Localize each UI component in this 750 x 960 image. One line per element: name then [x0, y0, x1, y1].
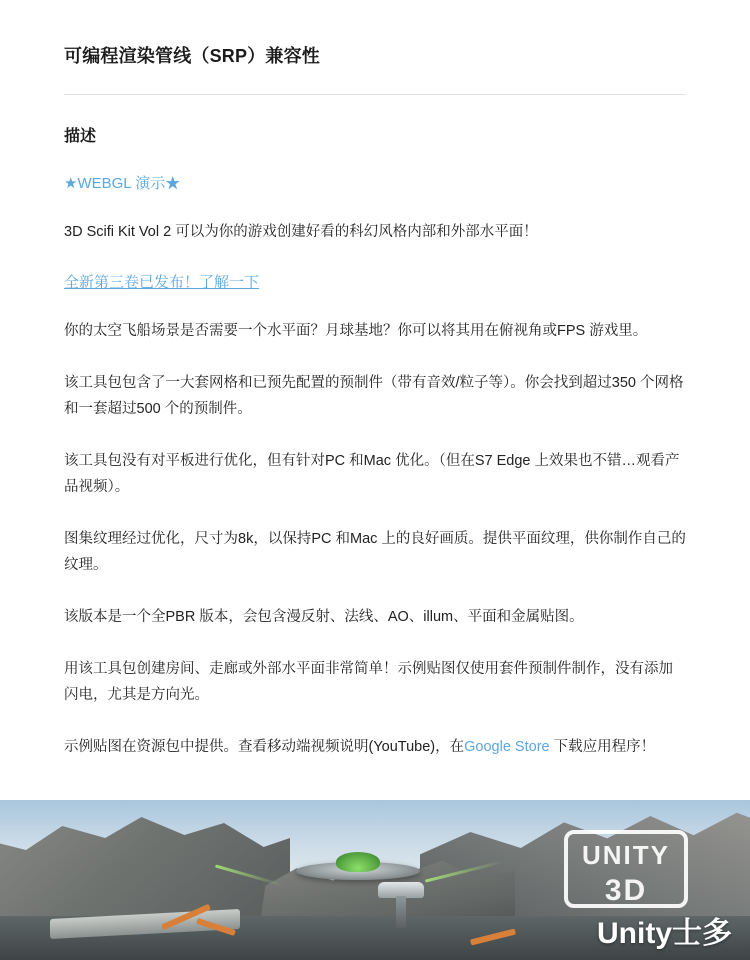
hero-image: [0, 800, 750, 960]
hero-tower-stem: [396, 896, 406, 928]
hero-ufo: [296, 852, 420, 882]
vol3-announcement-link[interactable]: 全新第三卷已发布！了解一下: [64, 274, 260, 291]
paragraph-1: 你的太空飞船场景是否需要一个水平面？月球基地？你可以将其用在俯视角或FPS 游戏里。: [64, 323, 648, 339]
description-heading: 描述: [64, 128, 97, 145]
google-store-link[interactable]: Google Store: [464, 739, 550, 755]
paragraph-7: [64, 734, 686, 760]
unity-logo-line-1: UNITY: [582, 840, 670, 870]
unity-3d-logo: [564, 830, 688, 908]
intro-paragraph: 3D Scifi Kit Vol 2 可以为你的游戏创建好看的科幻风格内部和外部水平面！: [64, 224, 538, 240]
paragraph-2: 该工具包包含了一大套网格和已预先配置的预制件（带有音效/粒子等）。你会找到超过350 个网格和一套超过500 个的预制件。: [64, 375, 684, 417]
watermark-text: Unity士多: [597, 917, 732, 950]
title-divider: [64, 94, 686, 95]
unity-logo-line-2: 3D: [604, 874, 648, 907]
paragraph-6: 用该工具包创建房间、走廊或外部水平面非常简单！示例贴图仅使用套件预制件制作，没有添加闪电，尤其是方向光。: [64, 661, 673, 703]
paragraph-4: 图集纹理经过优化，尺寸为8k，以保持PC 和Mac 上的良好画质。提供平面纹理，供你制作自己的纹理。: [64, 531, 686, 573]
webgl-demo-link[interactable]: ★WEBGL 演示★: [64, 175, 181, 192]
paragraph-3: 该工具包没有对平板进行优化，但有针对PC 和Mac 优化。（但在S7 Edge 上效果也不错…观看产品视频）。: [64, 453, 680, 495]
hero-ufo-dome: [336, 852, 380, 872]
paragraph-7-pre: 示例贴图在资源包中提供。查看移动端视频说明(YouTube)，在: [64, 739, 465, 755]
paragraph-5: 该版本是一个全PBR 版本，会包含漫反射、法线、AO、illum、平面和金属贴图。: [64, 609, 584, 625]
paragraph-7-post: 下载应用程序！: [549, 739, 656, 755]
page-title: 可编程渲染管线（SRP）兼容性: [64, 46, 321, 66]
hero-tower: [372, 882, 430, 926]
